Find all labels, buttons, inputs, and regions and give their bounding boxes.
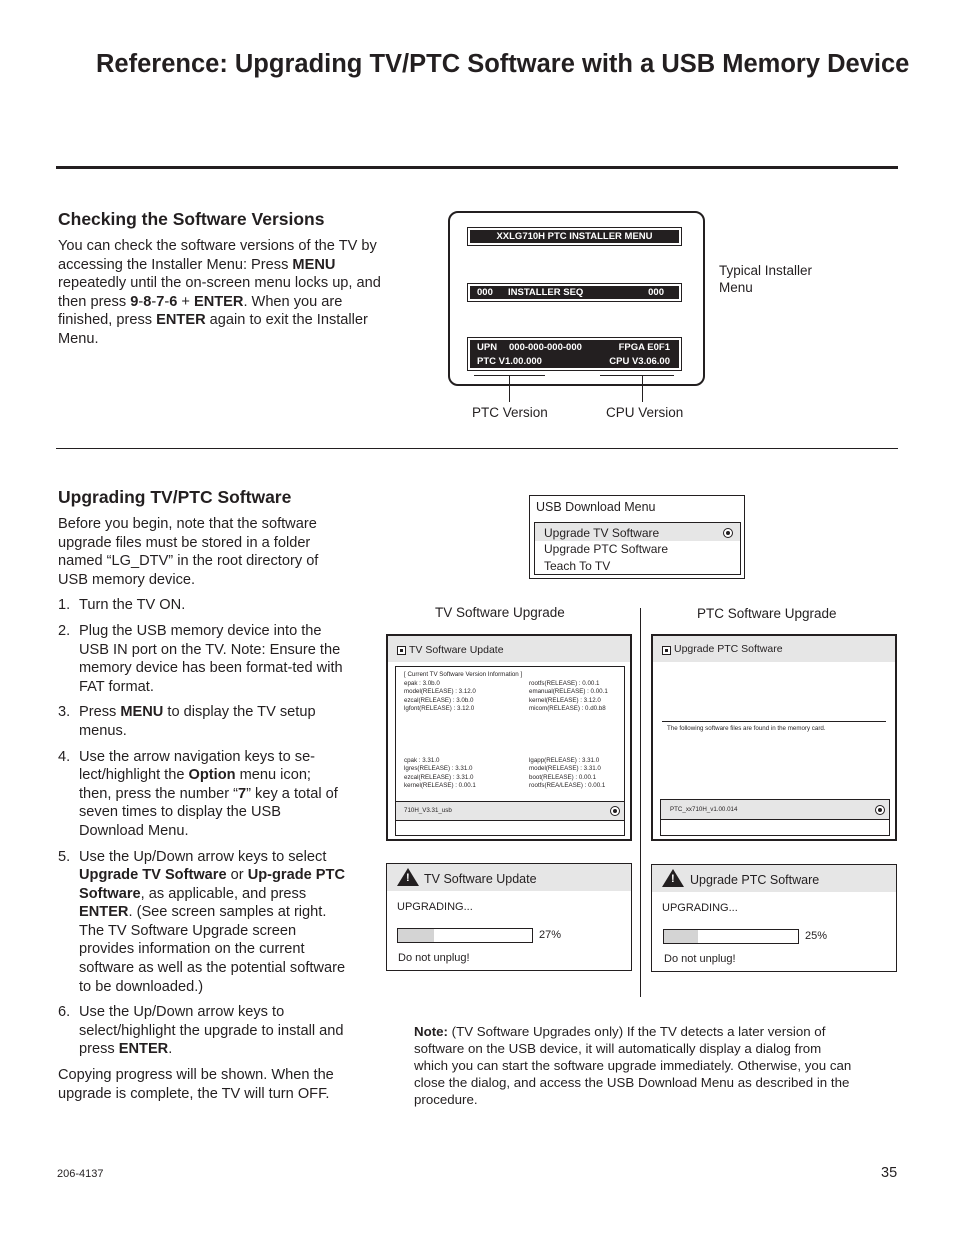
window-icon bbox=[397, 646, 406, 655]
step-item: 6. Use the Up/Down arrow keys to select/highlight the upgrade to install and press ENTER. bbox=[58, 1004, 344, 1058]
ptc-progress-title: Upgrade PTC Software bbox=[690, 873, 820, 887]
new-left-list: cpak : 3.31.0 lgres(RELEASE) : 3.31.0 ezcal(RELEASE) : 3.31.0 kernel(RELEASE) : 0.00.1 bbox=[404, 757, 476, 790]
tv-progress-title: TV Software Update bbox=[424, 872, 537, 886]
cpu-version: CPU V3.06.00 bbox=[609, 356, 670, 367]
ptc-leader bbox=[509, 375, 510, 402]
tv-info-title: [ Current TV Software Version Information ] bbox=[404, 671, 523, 678]
upgrading-outro: Copying progress will be shown. When the upgrade is complete, the TV will turn OFF. bbox=[58, 1067, 334, 1102]
current-right-list: rootfs(RELEASE) : 0.00.1 emanual(RELEASE) : 0.00.1 kernel(RELEASE) : 3.12.0 micom(RELEASE) : 0.d0.b8 bbox=[529, 680, 608, 713]
cpu-version-label: CPU Version bbox=[606, 405, 684, 420]
step-item: 1. Turn the TV ON. bbox=[58, 597, 186, 614]
installer-seq-bar bbox=[468, 284, 681, 301]
step-item: 4. Use the arrow navigation keys to se-lect/highlight the Option menu icon; then, press the number “7” key a total of seven times to display the USB Download Menu. bbox=[58, 748, 338, 839]
ptc-upgrade-progress-dialog: ! Upgrade PTC Software UPGRADING... 25% Do not unplug! bbox=[651, 864, 897, 972]
section-divider bbox=[56, 448, 898, 449]
step-number: 3. bbox=[58, 704, 71, 721]
ptc-progress-status: UPGRADING... bbox=[662, 902, 738, 914]
tv-file-name: 710H_V3.31_usb bbox=[404, 807, 452, 814]
tv-upgrade-caption: TV Software Upgrade bbox=[435, 605, 565, 620]
tv-progress-bar bbox=[397, 928, 533, 943]
note-paragraph: Note: (TV Software Upgrades only) If the TV detects a later version of software on the USB device, it will automatically display a dialog from which you can start the software upgrade immediately. Otherwise, you can close the dialog, and access the USB Download Menu as described in the procedure. bbox=[414, 1024, 852, 1107]
page-number: 35 bbox=[881, 1165, 898, 1181]
step-item: 3. Press MENU to display the TV setup menus. bbox=[58, 704, 316, 739]
radio-selected-icon bbox=[723, 528, 733, 538]
upgrading-heading: Upgrading TV/PTC Software bbox=[58, 487, 292, 507]
ptc-file-name: PTC_xx710H_v1.00.014 bbox=[670, 806, 738, 813]
tv-software-update-screen bbox=[386, 634, 632, 841]
ptc-version: PTC V1.00.000 bbox=[477, 356, 542, 367]
page-title: Reference: Upgrading TV/PTC Software with a USB Memory Device bbox=[96, 50, 910, 78]
seq-left: 000 bbox=[477, 287, 493, 298]
ptc-screen-title: Upgrade PTC Software bbox=[674, 643, 783, 655]
usb-item-upgrade-tv[interactable]: Upgrade TV Software bbox=[544, 526, 660, 540]
radio-selected-icon bbox=[610, 806, 620, 816]
tv-upgrade-progress-dialog: ! TV Software Update UPGRADING... 27% Do not unplug! bbox=[386, 863, 632, 971]
ptc-progress-warning: Do not unplug! bbox=[664, 953, 736, 965]
tv-progress-percent: 27% bbox=[539, 929, 562, 941]
steps-list bbox=[58, 596, 346, 1059]
checking-paragraph: You can check the software versions of the TV by accessing the Installer Menu: Press MENU repeatedly until the on-screen menu locks up, and then press 9-8-7-6 + ENTER. When you are finished, press ENTER again to exit the Installer Menu. bbox=[58, 238, 381, 347]
ptc-progress-percent: 25% bbox=[805, 930, 828, 942]
new-right-list: lgapp(RELEASE) : 3.31.0 model(RELEASE) : 3.31.0 boot(RELEASE) : 0.00.1 rootfs(REA/LEASE) : 0.00.1 bbox=[529, 757, 606, 790]
tv-progress-status: UPGRADING... bbox=[397, 901, 473, 913]
installer-caption: Typical Installer Menu bbox=[719, 263, 813, 295]
ptc-progress-bar bbox=[663, 929, 799, 944]
step-number: 6. bbox=[58, 1004, 71, 1021]
installer-menu-title: XXLG710H PTC INSTALLER MENU bbox=[468, 228, 681, 245]
usb-menu-title: USB Download Menu bbox=[536, 500, 656, 514]
fpga-version: FPGA E0F1 bbox=[618, 342, 670, 353]
cpu-underline bbox=[600, 375, 674, 376]
usb-item-teach-tv[interactable]: Teach To TV bbox=[544, 559, 611, 573]
step-item: 2. Plug the USB memory device into the USB IN port on the TV. Note: Ensure the memory device has been format-ted with FAT format. bbox=[58, 622, 343, 695]
step-item: 5. Use the Up/Down arrow keys to select Upgrade TV Software or Up-grade PTC Software, as applicable, and press ENTER. (See screen samples at right. The TV Software Upgrade screen provides information on the current software as well as the potential software to be downloaded.) bbox=[58, 848, 346, 995]
screens-divider bbox=[640, 608, 641, 997]
title-divider bbox=[56, 166, 898, 169]
ptc-found-text: The following software files are found in the memory card. bbox=[667, 725, 826, 732]
current-left-list: epak : 3.0b.0 model(RELEASE) : 3.12.0 ezcal(RELEASE) : 3.0b.0 lgfont(RELEASE) : 3.12.0 bbox=[404, 680, 476, 713]
seq-label: INSTALLER SEQ bbox=[508, 287, 584, 298]
step-number: 4. bbox=[58, 748, 71, 765]
upgrading-body bbox=[58, 515, 346, 1103]
ptc-divider bbox=[662, 721, 886, 722]
ptc-progress-fill bbox=[664, 930, 698, 943]
tv-screen-title: TV Software Update bbox=[409, 644, 504, 656]
step-number: 1. bbox=[58, 597, 71, 614]
ptc-version-label: PTC Version bbox=[472, 405, 548, 420]
window-icon bbox=[662, 646, 671, 655]
upgrading-intro: Before you begin, note that the software upgrade files must be stored in a folder named “LG_DTV” in the root directory of USB memory device. bbox=[58, 516, 319, 588]
doc-number: 206-4137 bbox=[57, 1168, 104, 1180]
installer-version-bar bbox=[468, 338, 681, 370]
tv-progress-fill bbox=[398, 929, 434, 942]
upn-label: UPN bbox=[477, 342, 498, 353]
tv-progress-warning: Do not unplug! bbox=[398, 952, 470, 964]
step-number: 5. bbox=[58, 848, 71, 865]
radio-selected-icon bbox=[875, 805, 885, 815]
usb-item-upgrade-ptc[interactable]: Upgrade PTC Software bbox=[544, 542, 669, 556]
cpu-leader bbox=[642, 375, 643, 402]
ptc-upgrade-caption: PTC Software Upgrade bbox=[697, 606, 837, 621]
checking-heading: Checking the Software Versions bbox=[58, 209, 325, 229]
ptc-software-update-screen bbox=[651, 634, 897, 841]
upn-value: 000-000-000-000 bbox=[509, 342, 582, 353]
seq-right: 000 bbox=[648, 287, 664, 298]
step-number: 2. bbox=[58, 622, 71, 639]
